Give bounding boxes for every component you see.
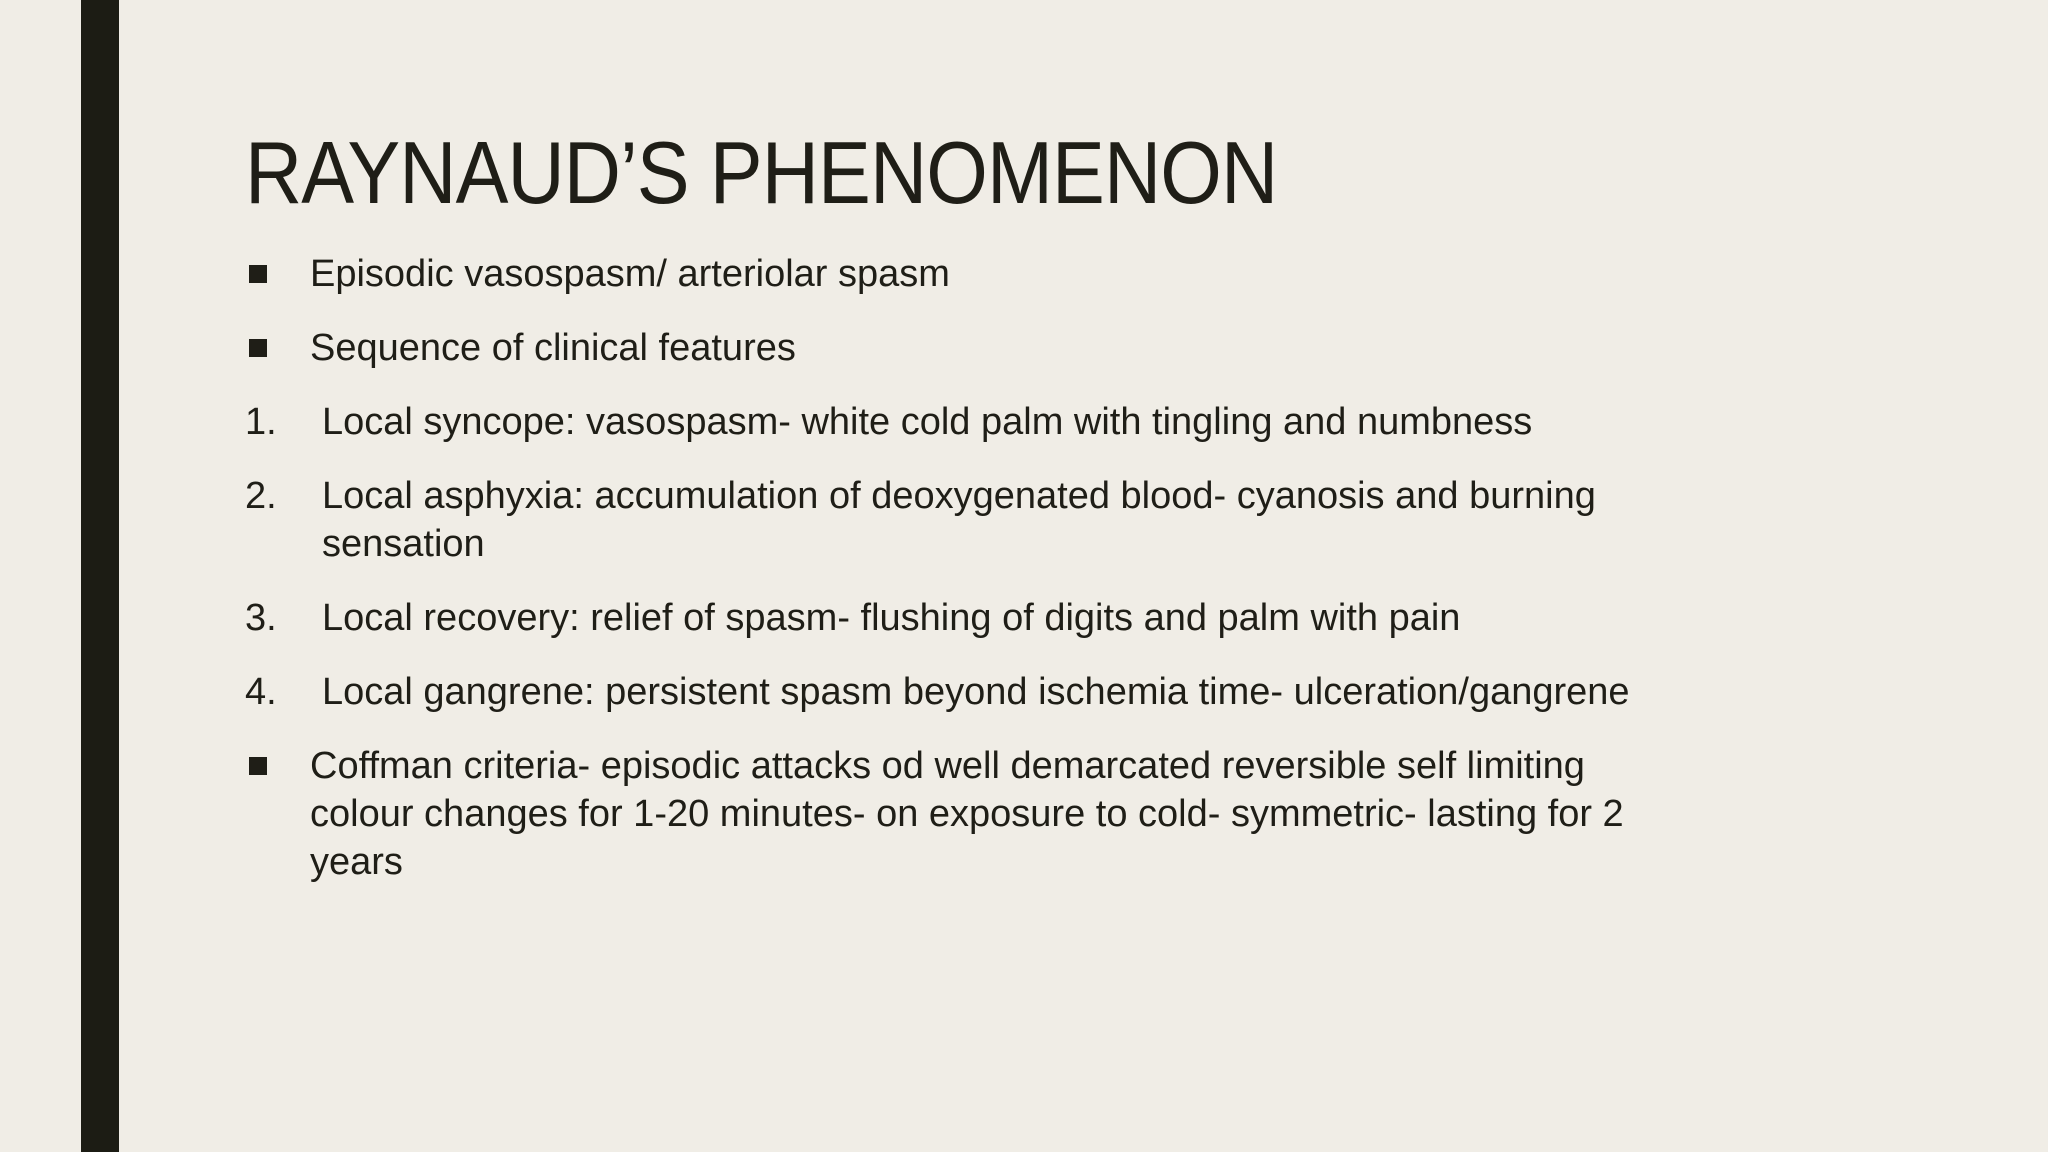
- slide-content: [245, 118, 1885, 912]
- list-item-text: Local syncope: vasospasm- white cold palm with tingling and numbness: [322, 401, 1533, 443]
- list-item-text: Local recovery: relief of spasm- flushing of digits and palm with pain: [322, 597, 1461, 639]
- list-item: [245, 398, 1885, 446]
- content-list: [245, 250, 1885, 886]
- number-marker: 3.: [245, 597, 277, 639]
- list-item-text: Local asphyxia: accumulation of deoxygenated blood- cyanosis and burning sensation: [322, 475, 1596, 565]
- list-item: [245, 250, 1885, 298]
- square-bullet-icon: [249, 757, 267, 775]
- number-marker: 2.: [245, 475, 277, 517]
- list-item-text: Local gangrene: persistent spasm beyond ischemia time- ulceration/gangrene: [322, 671, 1630, 713]
- list-item-text: Coffman criteria- episodic attacks od well demarcated reversible self limiting colour changes for 1-20 minutes- on exposure to cold- symmetric- lasting for 2 years: [310, 745, 1624, 883]
- list-item: [245, 324, 1885, 372]
- number-marker: 4.: [245, 671, 277, 713]
- list-item: [245, 668, 1885, 716]
- bullet-marker: [245, 742, 310, 790]
- bullet-marker: [245, 250, 310, 298]
- accent-bar: [81, 0, 119, 1152]
- square-bullet-icon: [249, 339, 267, 357]
- number-marker: 1.: [245, 401, 277, 443]
- slide-title: RAYNAUD’S PHENOMENON: [245, 123, 1278, 222]
- list-item-text: Episodic vasospasm/ arteriolar spasm: [310, 253, 950, 295]
- list-item: [245, 742, 1885, 886]
- list-item-text: Sequence of clinical features: [310, 327, 796, 369]
- list-item: [245, 594, 1885, 642]
- list-item: [245, 472, 1885, 568]
- bullet-marker: [245, 324, 310, 372]
- square-bullet-icon: [249, 265, 267, 283]
